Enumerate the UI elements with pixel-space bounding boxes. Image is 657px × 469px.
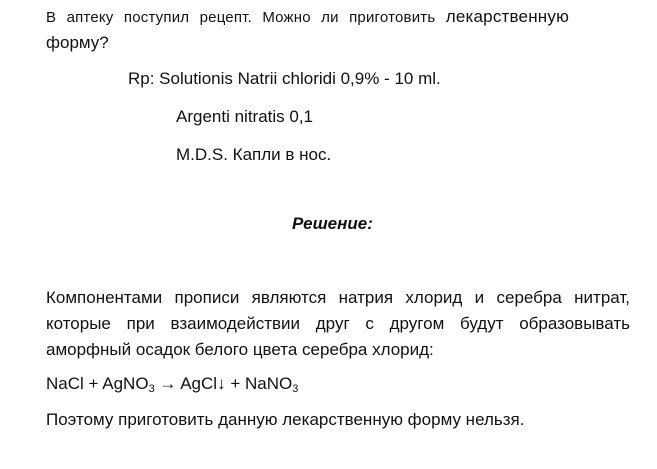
plus-sign: + [88,374,99,393]
problem-intro-tail: лекарственную [445,7,570,26]
prescription-line-1: Rp: Solutionis Natrii chloridi 0,9% - 10 ml. [128,69,441,88]
product-agcl: AgCl [180,374,218,393]
precipitate-arrow-icon: ↓ [217,374,226,393]
prescription-line-2: Argenti nitratis 0,1 [176,107,314,126]
problem-intro-text: В аптеку поступил рецепт. Можно ли приготовить [46,9,436,26]
product-nano3-base: NaNO [244,374,293,393]
plus-sign: + [230,374,241,393]
solution-paragraph-line-1: Компонентами прописи являются натрия хлорид и серебра нитрат, [46,288,630,307]
problem-intro-line-2: форму? [46,33,109,52]
solution-conclusion: Поэтому приготовить данную лекарственную форму нельзя. [46,410,525,429]
reactant-nacl: NaCl [46,374,84,393]
solution-paragraph-line-2: которые при взаимодействии друг с другом будут образовывать [46,314,630,333]
reaction-equation [46,374,298,394]
solution-paragraph-line-3: аморфный осадок белого цвета серебра хлорид: [46,340,434,359]
reaction-arrow-icon: → [159,374,177,393]
problem-intro-line-1 [46,7,630,28]
reactant-agno3-base: AgNO [102,374,149,393]
product-nano3 [245,374,298,393]
reactant-agno3-subscript: 3 [148,383,155,395]
reactant-agno3 [102,374,154,393]
prescription-line-3: M.D.S. Капли в нос. [176,145,332,164]
product-nano3-subscript: 3 [292,383,299,395]
solution-heading: Решение: [292,214,373,233]
